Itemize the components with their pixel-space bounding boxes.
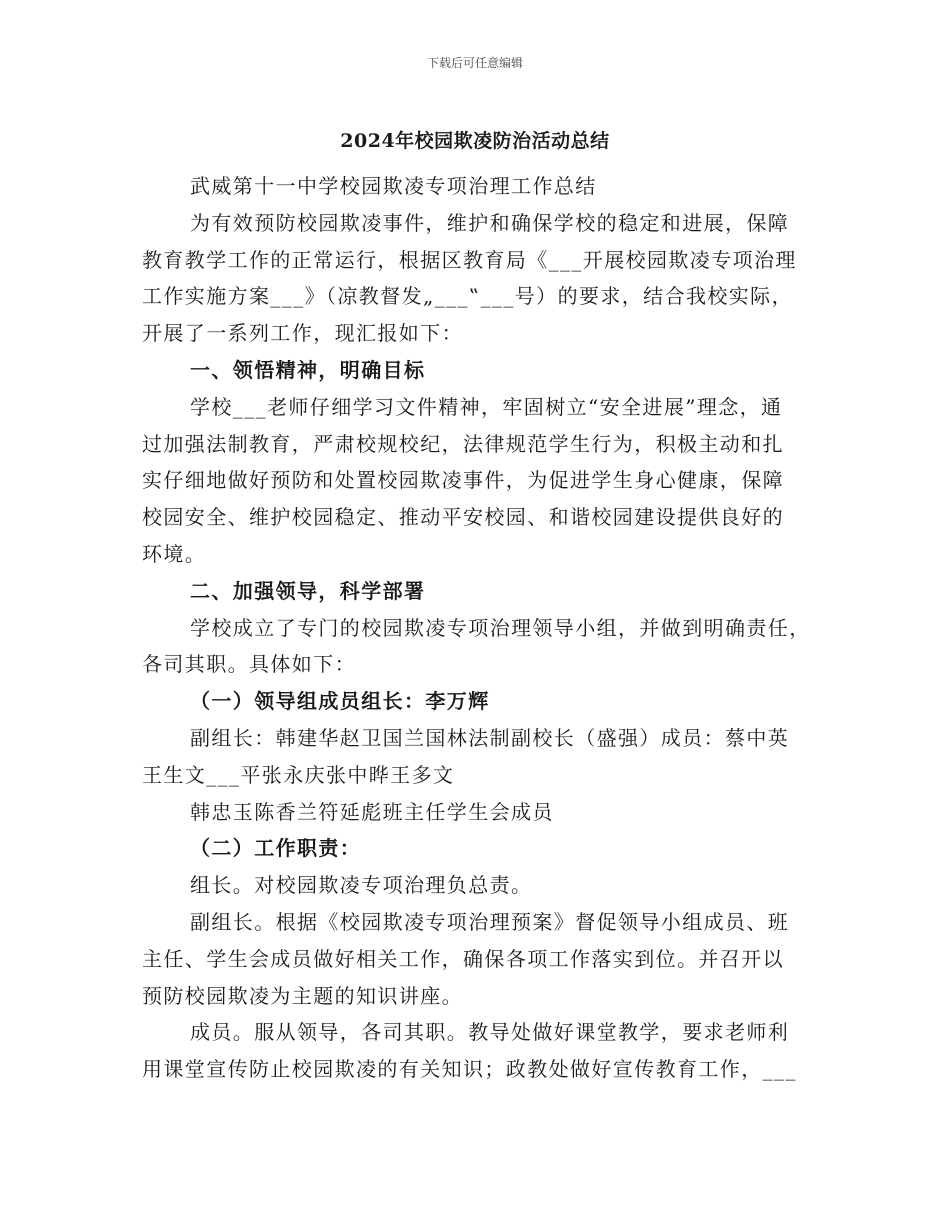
page-header: 下载后可任意编辑 xyxy=(426,56,523,70)
text-line-1: 武威第十一中学校园欺凌专项治理工作总结 xyxy=(190,174,597,198)
document-title: 2024年校园欺凌防治活动总结 xyxy=(340,130,610,152)
text-line-5: 开展了一系列工作，现汇报如下： xyxy=(142,321,463,346)
text-line-9: 实仔细地做好预防和处置校园欺凌事件，为促进学生身心健康，保障 xyxy=(142,468,784,493)
text-line-21: 副组长。根据《校园欺凌专项治理预案》督促领导小组成员、班 xyxy=(190,909,790,934)
text-line-13: 学校成立了专门的校园欺凌专项治理领导小组，并做到明确责任， xyxy=(190,615,811,640)
text-line-16: 副组长：韩建华赵卫国兰国林法制副校长（盛强）成员：蔡中英 xyxy=(190,725,790,750)
text-line-17: 王生文___平张永庆张中晔王多文 xyxy=(142,762,455,787)
text-line-8: 过加强法制教育，严肃校规校纪，法律规范学生行为，积极主动和扎 xyxy=(142,431,784,456)
text-line-4: 工作实施方案___》（凉教督发„___‟___号）的要求，结合我校实际， xyxy=(142,284,793,309)
text-line-14: 各司其职。具体如下： xyxy=(142,652,356,677)
text-line-19: （二）工作职责： xyxy=(190,836,362,861)
text-line-12: 二、加强领导，科学部署 xyxy=(190,578,426,603)
text-line-18: 韩忠玉陈香兰符延彪班主任学生会成员 xyxy=(190,799,554,824)
text-line-23: 预防校园欺凌为主题的知识讲座。 xyxy=(142,983,463,1008)
document-body xyxy=(142,168,810,1088)
text-line-6: 一、领悟精神，明确目标 xyxy=(190,357,426,382)
text-line-25: 用课堂宣传防止校园欺凌的有关知识；政教处做好宣传教育工作，___ xyxy=(142,1057,797,1082)
text-line-10: 校园安全、维护校园稳定、推动平安校园、和谐校园建设提供良好的 xyxy=(142,505,784,530)
text-line-7: 学校___老师仔细学习文件精神，牢固树立“安全进展”理念，通 xyxy=(190,394,783,419)
text-line-2: 为有效预防校园欺凌事件，维护和确保学校的稳定和进展，保障 xyxy=(190,210,790,235)
text-line-22: 主任、学生会成员做好相关工作，确保各项工作落实到位。并召开以 xyxy=(142,946,784,971)
text-line-3: 教育教学工作的正常运行，根据区教育局《___开展校园欺凌专项治理 xyxy=(142,247,797,272)
text-line-15: （一）领导组成员组长：李万辉 xyxy=(190,689,490,714)
text-line-20: 组长。对校园欺凌专项治理负总责。 xyxy=(190,873,533,898)
text-line-11: 环境。 xyxy=(142,541,207,566)
text-line-24: 成员。服从领导，各司其职。教导处做好课堂教学，要求老师利 xyxy=(190,1020,790,1045)
